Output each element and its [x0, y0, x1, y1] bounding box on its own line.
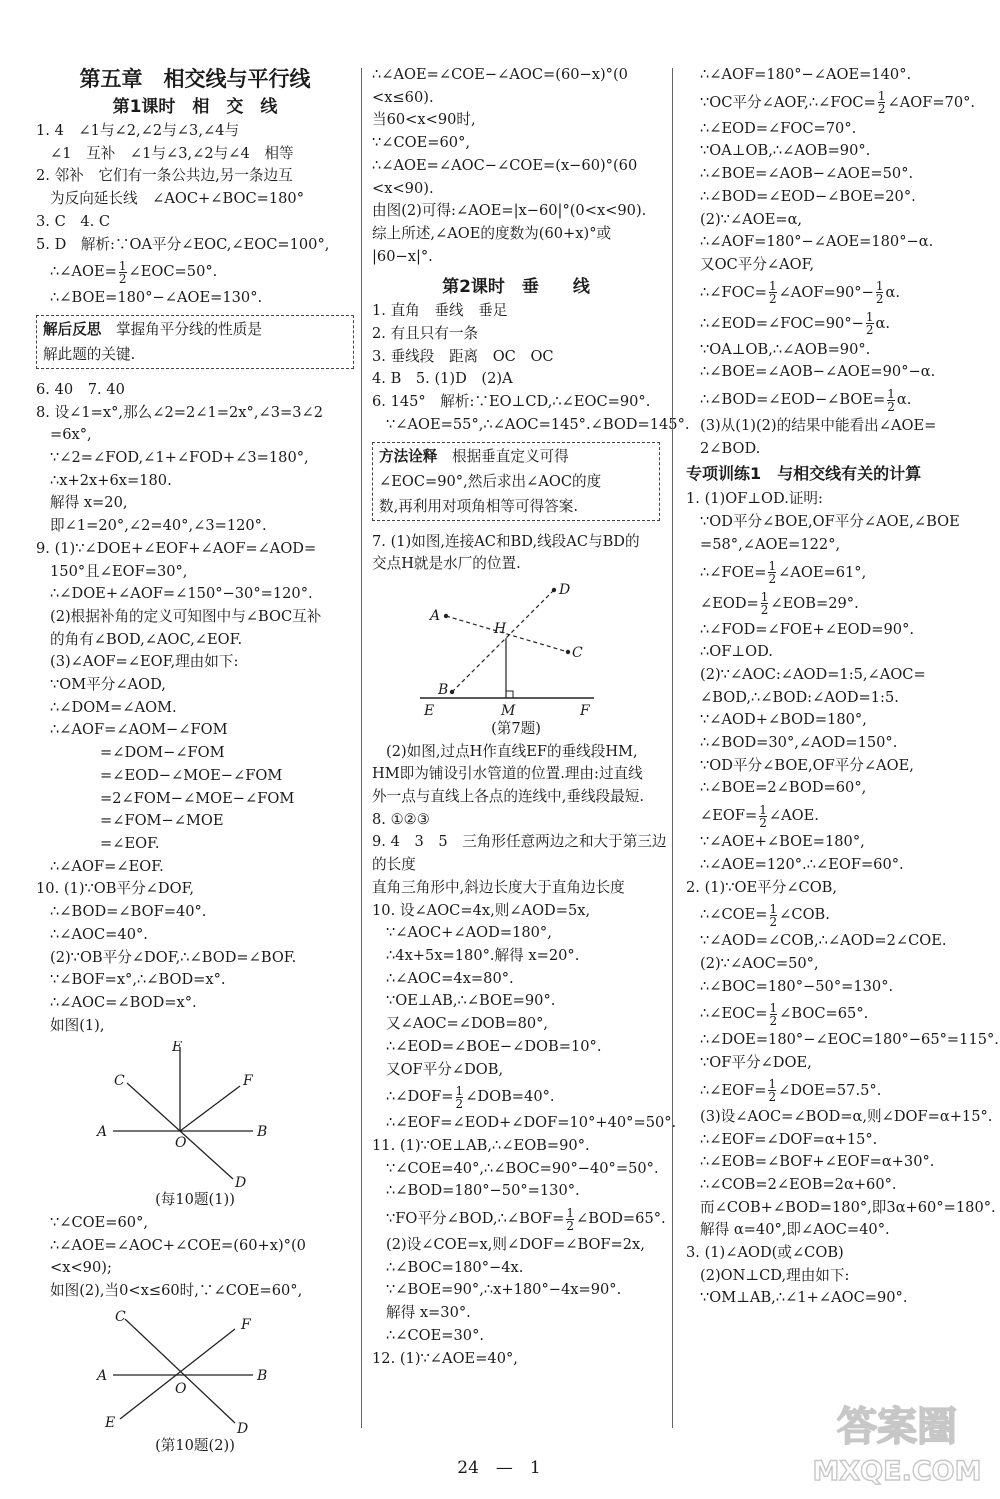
- answer-line: 如图(1),: [50, 1016, 105, 1034]
- fraction-equation: [686, 308, 978, 339]
- answer-line: 即∠1=20°,∠2=40°,∠3=120°.: [50, 517, 267, 535]
- fraction-numerator: 1: [875, 279, 884, 294]
- answer-line: (2)设∠COE=x,则∠DOF=∠BOF=2x,: [386, 1236, 645, 1254]
- fraction-numerator: 1: [118, 258, 127, 273]
- answer-line: ∵∠AOD=∠COB,∴∠AOD=2∠COE.: [700, 932, 947, 950]
- answer-line: ∴∠BOE=2∠BOD=60°,: [700, 779, 867, 797]
- figure-caption: (每10题(1)): [155, 1191, 235, 1209]
- answer-line: 8. ①②③: [372, 810, 430, 828]
- answer-line: =58°,∠AOE=122°,: [700, 535, 841, 553]
- answer-block: [36, 1212, 354, 1303]
- fraction: [878, 90, 886, 115]
- equation-text: ∵OC平分∠AOF,∴∠FOC=: [700, 93, 876, 111]
- answer-block: [686, 831, 978, 899]
- fraction: [770, 903, 778, 928]
- answer-line: =∠EOF.: [100, 834, 160, 852]
- fraction-denominator: 2: [865, 323, 874, 338]
- point-label: A: [97, 1367, 108, 1384]
- answer-line: 如图(2),当0<x≤60时,∵∠COE=60°,: [50, 1282, 303, 1300]
- answer-line: ∴∠DOE=180°−∠EOC=180°−65°=115°.: [700, 1031, 999, 1049]
- answer-line: 又∠AOC=∠DOB=80°,: [386, 1015, 549, 1033]
- answer-line: 的角有∠BOD,∠AOC,∠EOF.: [50, 630, 243, 648]
- answer-line: (2)∵∠AOC:∠AOD=1:5,∠AOC=: [700, 665, 926, 683]
- answer-line: 11. (1)∵OE⊥AB,∴∠EOB=90°.: [372, 1136, 590, 1154]
- fraction-equation: [686, 384, 978, 415]
- fraction: [761, 591, 769, 616]
- answer-line: ∵∠COE=40°,∴∠BOC=90°−40°=50°.: [386, 1159, 659, 1177]
- segment-ac: [446, 616, 568, 652]
- point-label: B: [257, 1124, 268, 1141]
- answer-line: ∵OF平分∠DOE,: [700, 1054, 812, 1072]
- answer-column-1: [36, 64, 354, 1458]
- answer-block: [686, 488, 978, 556]
- watermark-logo: [805, 1392, 990, 1490]
- answer-line: <x<90);: [50, 1259, 112, 1277]
- answer-line: ∠BOD,∴∠BOD:∠AOD=1:5.: [700, 688, 899, 706]
- point-label: B: [438, 681, 449, 698]
- note-text: 根据垂直定义可得: [437, 447, 569, 465]
- answer-line: ∵∠COE=60°,: [50, 1214, 149, 1232]
- fraction: [887, 388, 895, 413]
- note-text: 解此题的关键.: [43, 345, 136, 363]
- fraction-numerator: 1: [769, 1000, 778, 1015]
- point-label: C: [572, 644, 583, 661]
- fraction-numerator: 1: [455, 1083, 464, 1098]
- answer-line: 的长度: [372, 856, 416, 874]
- answer-line: (3)设∠AOC=∠BOD=α,则∠DOF=α+15°.: [700, 1107, 993, 1125]
- segment-bd: [452, 590, 554, 692]
- fraction: [866, 311, 874, 336]
- answer-line: ∴∠EOB=∠BOF+∠EOF=α+30°.: [700, 1153, 935, 1171]
- equation-text: ∴∠EOD=∠FOC=90°−: [700, 314, 864, 332]
- figure-7: [416, 580, 616, 718]
- answer-line: ∵OM⊥AB,∴∠1+∠AOC=90°.: [700, 1289, 908, 1307]
- answer-line: 又OC平分∠AOF,: [700, 255, 815, 273]
- answer-line: 3. C 4. C: [36, 212, 111, 230]
- answer-line: 交点H就是水厂的位置.: [372, 555, 521, 573]
- answer-block: [36, 120, 354, 256]
- point-label: O: [175, 1380, 187, 1397]
- answer-line: =∠FOM−∠MOE: [100, 812, 224, 830]
- fraction: [876, 280, 884, 305]
- answer-line: 而∠COB+∠BOD=180°,即3α+60°=180°.: [700, 1198, 996, 1216]
- fraction-numerator: 1: [760, 590, 769, 605]
- answer-block: [686, 1106, 996, 1310]
- answer-line: 又OF平分∠DOB,: [386, 1060, 504, 1078]
- watermark-url: MXQE.COM: [812, 1456, 982, 1487]
- equation-text: ∴∠AOE=: [50, 263, 117, 281]
- point-label: M: [501, 702, 516, 718]
- note-tag: 方法诠释: [379, 447, 438, 465]
- answer-line: 12. (1)∵∠AOE=40°,: [372, 1349, 518, 1367]
- answer-line: 3. (1)∠AOD(或∠COB): [686, 1244, 844, 1262]
- answer-line: ∴∠AOE=∠AOC+∠COE=(60+x)°(0: [50, 1236, 306, 1254]
- fraction-denominator: 2: [768, 1090, 777, 1105]
- answer-line: ∴∠EOD=∠FOC=70°.: [700, 119, 857, 137]
- answer-line: (2)如图,过点H作直线EF的垂线段HM,: [386, 742, 638, 760]
- equation-text: ∠AOF=90°−: [778, 283, 874, 301]
- answer-line: 150°且∠EOF=30°,: [50, 562, 188, 580]
- point-label: O: [175, 1135, 187, 1152]
- fraction-numerator: 1: [887, 386, 895, 401]
- point-d: [552, 588, 556, 592]
- answer-line: 2. (1)∵OE平分∠COB,: [686, 878, 838, 896]
- answer-line: ∵OM平分∠AOD,: [50, 676, 166, 694]
- answer-line: ∵∠AOE+∠BOE=180°,: [700, 833, 865, 851]
- point-label: D: [237, 1420, 249, 1435]
- fraction-numerator: 1: [566, 1205, 575, 1220]
- answer-line: =2∠FOM−∠MOE−∠FOM: [100, 789, 295, 807]
- answer-line: 1. 直角 垂线 垂足: [372, 302, 508, 320]
- fraction-denominator: 2: [566, 1218, 575, 1233]
- answer-line: (2)∵OB平分∠DOF,∴∠BOD=∠BOF.: [50, 948, 297, 966]
- point-label: E: [424, 702, 435, 718]
- fraction-numerator: 1: [759, 802, 767, 817]
- answer-line: 2. 邻补 它们有一条公共边,另一条边互: [36, 167, 293, 185]
- fraction-equation: [686, 588, 978, 619]
- point-c: [566, 650, 570, 654]
- answer-line: 1. 4 ∠1与∠2,∠2与∠3,∠4与: [36, 122, 240, 139]
- answer-line: ∴∠COB=2∠EOB=2α+60°.: [700, 1175, 897, 1193]
- answer-line: 6. 40 7. 40: [36, 380, 125, 398]
- answer-line: ∴∠AOF=∠AOM−∠FOM: [50, 721, 228, 739]
- equation-text: ∠COB.: [779, 906, 830, 924]
- line-cd: [125, 1319, 235, 1423]
- point-label: A: [97, 1124, 108, 1141]
- answer-line: ∴∠AOC=∠BOD=x°.: [50, 993, 197, 1011]
- answer-line: ∵OE⊥AB,∴∠BOE=90°.: [386, 992, 556, 1010]
- column-divider: [361, 68, 362, 1428]
- point-label: H: [494, 620, 507, 637]
- point-label: F: [243, 1073, 253, 1090]
- answer-line: ∴x+2x+6x=180.: [50, 471, 172, 489]
- answer-line: (3)从(1)(2)的结果中能看出∠AOE=: [700, 417, 937, 435]
- fraction: [770, 1002, 778, 1027]
- fraction-denominator: 2: [887, 399, 895, 414]
- equation-text: ∴∠EOC=: [700, 1005, 768, 1023]
- note-text: ∠EOC=90°,然后求出∠AOC的度: [379, 472, 602, 490]
- answer-line: ∴∠COE=30°.: [386, 1326, 485, 1344]
- answer-line: ∴∠AOF=∠EOF.: [50, 857, 164, 875]
- answer-line: ∴∠AOF=180°−∠AOE=140°.: [700, 66, 912, 83]
- fraction: [566, 1207, 574, 1232]
- section-title: 专项训练1 与相交线有关的计算: [686, 464, 922, 484]
- equation-text: ∴∠BOD=∠EOD−∠BOE=: [700, 391, 886, 409]
- answer-line: 当60<x<90时,: [372, 111, 476, 129]
- point-b: [450, 690, 454, 694]
- answer-line: ∴∠EOF=∠EOD+∠DOF=10°+40°=50°.: [386, 1114, 677, 1132]
- lesson-title: 第1课时 相 交 线: [112, 97, 278, 117]
- equation-text: α.: [896, 391, 912, 409]
- fraction: [119, 260, 127, 285]
- answer-line: 10. (1)∵OB平分∠DOF,: [36, 880, 195, 898]
- answer-line: ∴∠EOD=∠BOE−∠DOB=10°.: [386, 1037, 602, 1055]
- fraction-denominator: 2: [769, 1013, 778, 1028]
- answer-line: ∴∠AOC=4x=80°.: [386, 969, 514, 987]
- answer-line: (2)ON⊥CD,理由如下:: [700, 1266, 850, 1284]
- fraction-equation: [372, 1203, 666, 1234]
- answer-column-3: [686, 64, 999, 1310]
- answer-line: |60−x|°.: [372, 247, 433, 265]
- answer-line: 外一点与直线上各点的连线中,垂线段最短.: [372, 788, 644, 806]
- fraction-equation: [36, 256, 354, 287]
- answer-line: ∴∠EOF=∠DOF=α+15°.: [700, 1130, 878, 1148]
- fraction: [768, 560, 776, 585]
- answer-line: HM即为铺设引水管道的位置.理由:过直线: [372, 765, 643, 783]
- answer-line: ∵∠AOD+∠BOD=180°,: [700, 711, 867, 729]
- point-label: E: [172, 1041, 183, 1056]
- equation-text: ∠DOE=57.5°.: [778, 1081, 882, 1099]
- ray-of: [180, 1086, 240, 1131]
- point-label: E: [105, 1414, 116, 1431]
- answer-line: 直角三角形中,斜边长度大于直角边长度: [372, 878, 625, 896]
- fraction-equation: [372, 1081, 660, 1112]
- fraction-numerator: 1: [769, 901, 778, 916]
- answer-line: ∴∠AOC=40°.: [50, 925, 148, 943]
- answer-line: ∵OA⊥OB,∴∠AOB=90°.: [700, 340, 871, 358]
- equation-text: ∠DOB=40°.: [465, 1088, 555, 1106]
- answer-block: [686, 118, 978, 277]
- fraction-denominator: 2: [455, 1096, 464, 1111]
- point-label: A: [430, 607, 441, 624]
- answer-line: 2. 有且只有一条: [372, 325, 479, 343]
- answer-line: ∴∠DOM=∠AOM.: [50, 698, 177, 716]
- answer-line: (2)∵∠AOC=50°,: [700, 954, 819, 972]
- answer-line: 10. 设∠AOC=4x,则∠AOD=5x,: [372, 901, 591, 919]
- answer-block: [686, 619, 978, 801]
- answer-line: ∴4x+5x=180°.解得 x=20°.: [386, 946, 580, 964]
- answer-line: ∴∠BOE=180°−∠AOE=130°.: [50, 289, 263, 307]
- fraction-equation: [686, 800, 978, 831]
- fraction-equation: [686, 1075, 978, 1106]
- column-divider: [672, 68, 673, 1428]
- answer-line: 9. 4 3 5 三角形任意两边之和大于第三边: [372, 833, 667, 851]
- figure-10-1: [95, 1041, 295, 1189]
- answer-line: ∴∠BOD=∠EOD−∠BOE=20°.: [700, 187, 916, 205]
- answer-line: ∵OA⊥OB,∴∠AOB=90°.: [700, 142, 871, 160]
- answer-block: [372, 64, 660, 268]
- answer-line: ∴∠AOE=∠COE−∠AOC=(60−x)°(0: [372, 66, 628, 83]
- answer-block: [372, 741, 667, 1082]
- fraction-denominator: 2: [759, 815, 767, 830]
- fraction-equation: [686, 87, 978, 118]
- answer-block: [686, 930, 978, 998]
- answer-block: [36, 379, 354, 1037]
- answer-line: ∵∠BOF=x°,∴∠BOD=x°.: [50, 971, 226, 989]
- answer-line: ∴∠BOD=30°,∠AOD=150°.: [700, 734, 898, 752]
- point-label: B: [257, 1367, 268, 1384]
- watermark-text: 答案圈: [837, 1404, 957, 1450]
- answer-line: 4. B 5. (1)D (2)A: [372, 370, 513, 388]
- equation-text: ∠BOD=65°.: [576, 1210, 666, 1228]
- answer-line: ∴∠DOE+∠AOF=∠150°−30°=120°.: [50, 585, 313, 603]
- note-text: 掌握角平分线的性质是: [101, 320, 262, 338]
- answer-line: 2∠BOD.: [700, 439, 761, 457]
- answer-line: <x<90).: [372, 179, 434, 197]
- point-label: D: [235, 1175, 247, 1190]
- page-number: 24 — 1: [457, 1458, 541, 1478]
- figure-10-2: [95, 1307, 295, 1435]
- answer-line: 为反向延长线 ∠AOC+∠BOC=180°: [50, 190, 305, 208]
- reflection-note: [36, 315, 354, 369]
- answer-line: 8. 设∠1=x°,那么∠2=2∠1=2x°,∠3=3∠2: [36, 403, 324, 421]
- answer-line: ∴∠BOC=180°−50°=130°.: [700, 977, 894, 995]
- equation-text: ∠AOE.: [768, 807, 819, 825]
- point-label: C: [115, 1308, 126, 1325]
- fraction-denominator: 2: [769, 292, 777, 307]
- fraction-denominator: 2: [760, 603, 769, 618]
- fraction-equation: [686, 557, 978, 588]
- fraction-numerator: 1: [768, 559, 777, 574]
- answer-line: (3)∠AOF=∠EOF,理由如下:: [50, 653, 239, 671]
- answer-line: ∵∠COE=60°,: [372, 134, 471, 152]
- fraction-numerator: 1: [865, 310, 874, 325]
- answer-line: ∴∠BOC=180°−4x.: [386, 1258, 524, 1276]
- equation-text: ∴∠FOC=: [700, 283, 767, 301]
- note-tag: 解后反思: [43, 320, 102, 338]
- answer-line: ∴OF⊥OD.: [700, 643, 773, 661]
- fraction-numerator: 1: [768, 1077, 777, 1092]
- answer-line: =6x°,: [50, 426, 92, 444]
- answer-line: =∠EOD−∠MOE−∠FOM: [100, 766, 283, 784]
- fraction-equation: [686, 277, 978, 308]
- equation-text: ∴∠DOF=: [386, 1088, 454, 1106]
- answer-block: [372, 1112, 677, 1203]
- answer-line: ∵∠AOC+∠AOD=180°,: [386, 924, 552, 942]
- fraction: [759, 804, 767, 829]
- point-label: C: [114, 1073, 125, 1090]
- equation-text: ∵FO平分∠BOD,∴∠BOF=: [386, 1210, 565, 1228]
- point-a: [444, 614, 448, 618]
- equation-text: ∠BOC=65°.: [779, 1005, 869, 1023]
- equation-text: ∴∠FOE=: [700, 563, 767, 581]
- fraction-denominator: 2: [769, 914, 778, 929]
- equation-text: ∠EOC=50°.: [128, 263, 218, 281]
- fraction-numerator: 1: [877, 89, 886, 104]
- answer-line: ∴∠BOD=180°−50°=130°.: [386, 1182, 580, 1200]
- answer-line: 1. (1)OF⊥OD.证明:: [686, 490, 823, 508]
- answer-line: 9. (1)∵∠DOE+∠EOF+∠AOF=∠AOD=: [36, 539, 317, 557]
- fraction: [769, 280, 777, 305]
- answer-line: ∴∠BOE=∠AOB−∠AOE=50°.: [700, 165, 914, 183]
- fraction-equation: [686, 998, 978, 1029]
- answer-line: 综上所述,∠AOE的度数为(60+x)°或: [372, 224, 612, 242]
- equation-text: α.: [875, 314, 891, 332]
- answer-line: 6. 145° 解析:∵EO⊥CD,∴∠EOC=90°.: [372, 393, 651, 411]
- fraction: [456, 1085, 464, 1110]
- point-label: F: [241, 1316, 251, 1333]
- equation-text: ∴∠EOF=: [700, 1081, 767, 1099]
- fraction: [768, 1078, 776, 1103]
- equation-text: ∠EOB=29°.: [770, 594, 859, 612]
- line-ef: [120, 1329, 235, 1419]
- point-label: D: [559, 581, 571, 598]
- equation-text: ∠EOD=: [700, 594, 759, 612]
- answer-line: 解得 α=40°,即∠AOC=40°.: [700, 1221, 890, 1239]
- chapter-title: 第五章 相交线与平行线: [79, 67, 311, 91]
- fraction-denominator: 2: [768, 572, 777, 587]
- answer-line: ∴∠AOF=180°−∠AOE=180°−α.: [700, 233, 934, 251]
- lesson-title: 第2课时 垂 线: [442, 277, 590, 298]
- answer-line: <x≤60).: [372, 88, 434, 106]
- fraction-numerator: 1: [769, 279, 777, 294]
- answer-line: 3. 垂线段 距离 OC OC: [372, 347, 554, 365]
- answer-line: ∴∠FOD=∠FOE+∠EOD=90°.: [700, 620, 915, 638]
- answer-block: [372, 300, 690, 436]
- answer-line: ∴∠AOE=∠AOC−∠COE=(x−60)°(60: [372, 156, 638, 174]
- answer-line: 解得 x=30°.: [386, 1304, 471, 1322]
- figure-caption: (第10题(2)): [155, 1436, 235, 1454]
- fraction-equation: [686, 899, 978, 930]
- equation-text: ∠AOF=70°.: [887, 93, 976, 111]
- answer-line: 5. D 解析:∵OA平分∠EOC,∠EOC=100°,: [36, 235, 330, 253]
- answer-line: ∵OD平分∠BOE,OF平分∠AOE,: [700, 756, 914, 774]
- equation-text: ∠EOF=: [700, 807, 758, 825]
- equation-text: ∠AOE=61°,: [778, 563, 867, 581]
- fraction-denominator: 2: [875, 292, 884, 307]
- method-note: [372, 442, 660, 521]
- equation-text: ∴∠COE=: [700, 906, 768, 924]
- fraction-denominator: 2: [118, 271, 127, 286]
- answer-line: ∴∠AOE=120°.∴∠EOF=60°.: [700, 855, 904, 873]
- equation-text: α.: [885, 283, 900, 301]
- answer-line: =∠DOM−∠FOM: [100, 744, 225, 762]
- answer-line: ∵∠AOE=55°,∴∠AOC=145°.∠BOD=145°.: [386, 415, 690, 433]
- answer-line: ∴∠BOD=∠BOF=40°.: [50, 903, 207, 921]
- answer-block: [372, 1234, 660, 1370]
- answer-line: (2)∵∠AOE=α,: [700, 210, 803, 228]
- answer-line: 7. (1)如图,连接AC和BD,线段AC与BD的: [372, 532, 640, 550]
- answer-line: (2)根据补角的定义可知图中与∠BOC互补: [50, 607, 322, 625]
- figure-caption: (第7题): [491, 719, 541, 737]
- answer-line: ∴∠BOE=∠AOB−∠AOE=90°−α.: [700, 363, 936, 381]
- right-angle-mark: [506, 691, 513, 698]
- note-text: 数,再利用对项角相等可得答案.: [379, 497, 578, 515]
- answer-line: ∵∠2=∠FOD,∠1+∠FOD+∠3=180°,: [50, 449, 309, 467]
- answer-line: ∵OD平分∠BOE,OF平分∠AOE,∠BOE: [700, 513, 960, 531]
- point-label: F: [580, 702, 590, 718]
- answer-line: ∠1 互补 ∠1与∠3,∠2与∠4 相等: [50, 144, 294, 162]
- answer-line: 解得 x=20,: [50, 494, 128, 512]
- fraction-denominator: 2: [877, 102, 886, 117]
- answer-line: 由图(2)可得:∠AOE=|x−60|°(0<x<90).: [372, 202, 647, 220]
- answer-line: ∵∠BOE=90°,∴x+180°−4x=90°.: [386, 1281, 622, 1299]
- answer-column-2: [372, 64, 690, 1370]
